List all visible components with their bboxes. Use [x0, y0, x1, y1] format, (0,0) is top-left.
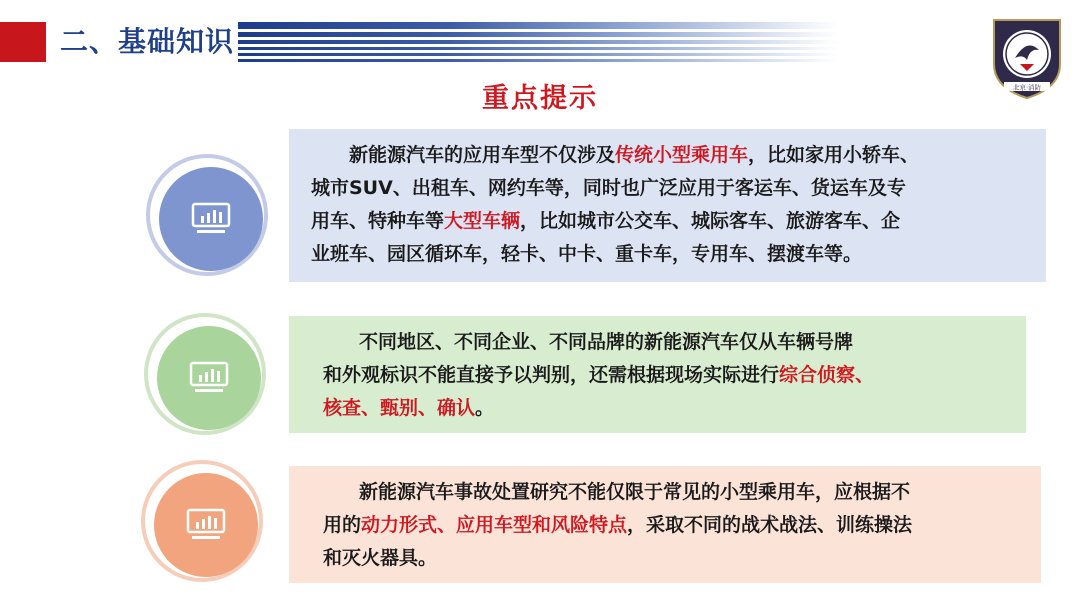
text-box-tactics — [289, 466, 1041, 583]
text-line: 新能源汽车的应用车型不仅涉及传统小型乘用车，比如家用小轿车、 — [349, 144, 920, 166]
text-line: 不同地区、不同企业、不同品牌的新能源汽车仅从车辆号牌 — [359, 331, 854, 353]
chart-monitor-icon — [186, 508, 226, 542]
green-circle-badge — [144, 313, 266, 435]
text-box-identification — [289, 316, 1026, 433]
text-line: 新能源汽车事故处置研究不能仅限于常见的小型乘用车，应根据不 — [359, 481, 911, 503]
header-red-block — [0, 22, 46, 62]
blue-circle-badge — [146, 154, 268, 276]
chart-monitor-icon — [191, 202, 231, 236]
header-stripes — [238, 22, 838, 62]
section-title: 二、基础知识 — [60, 25, 235, 58]
text-box-vehicle-types — [289, 129, 1046, 282]
text-line: 城市SUV、出租车、网约车等，同时也广泛应用于客运车、货运车及专 — [311, 177, 906, 199]
text-line: 核查、甄别、确认。 — [323, 397, 495, 419]
key-points-title: 重点提示 — [482, 83, 598, 114]
text-line: 业班车、园区循环车，轻卡、中卡、重卡车，专用车、摆渡车等。 — [311, 243, 863, 265]
text-line: 用车、特种车等大型车辆，比如城市公交车、城际客车、旅游客车、企 — [311, 210, 901, 232]
chart-monitor-icon — [189, 361, 229, 395]
orange-circle-badge — [141, 460, 263, 582]
text-line: 和外观标识不能直接予以判别，还需根据现场实际进行综合侦察、 — [323, 364, 875, 386]
text-line: 和灭火器具。 — [323, 547, 438, 569]
text-line: 用的动力形式、应用车型和风险特点，采取不同的战术战法、训练操法 — [323, 514, 913, 536]
svg-text:北京·消防: 北京·消防 — [1012, 83, 1042, 92]
